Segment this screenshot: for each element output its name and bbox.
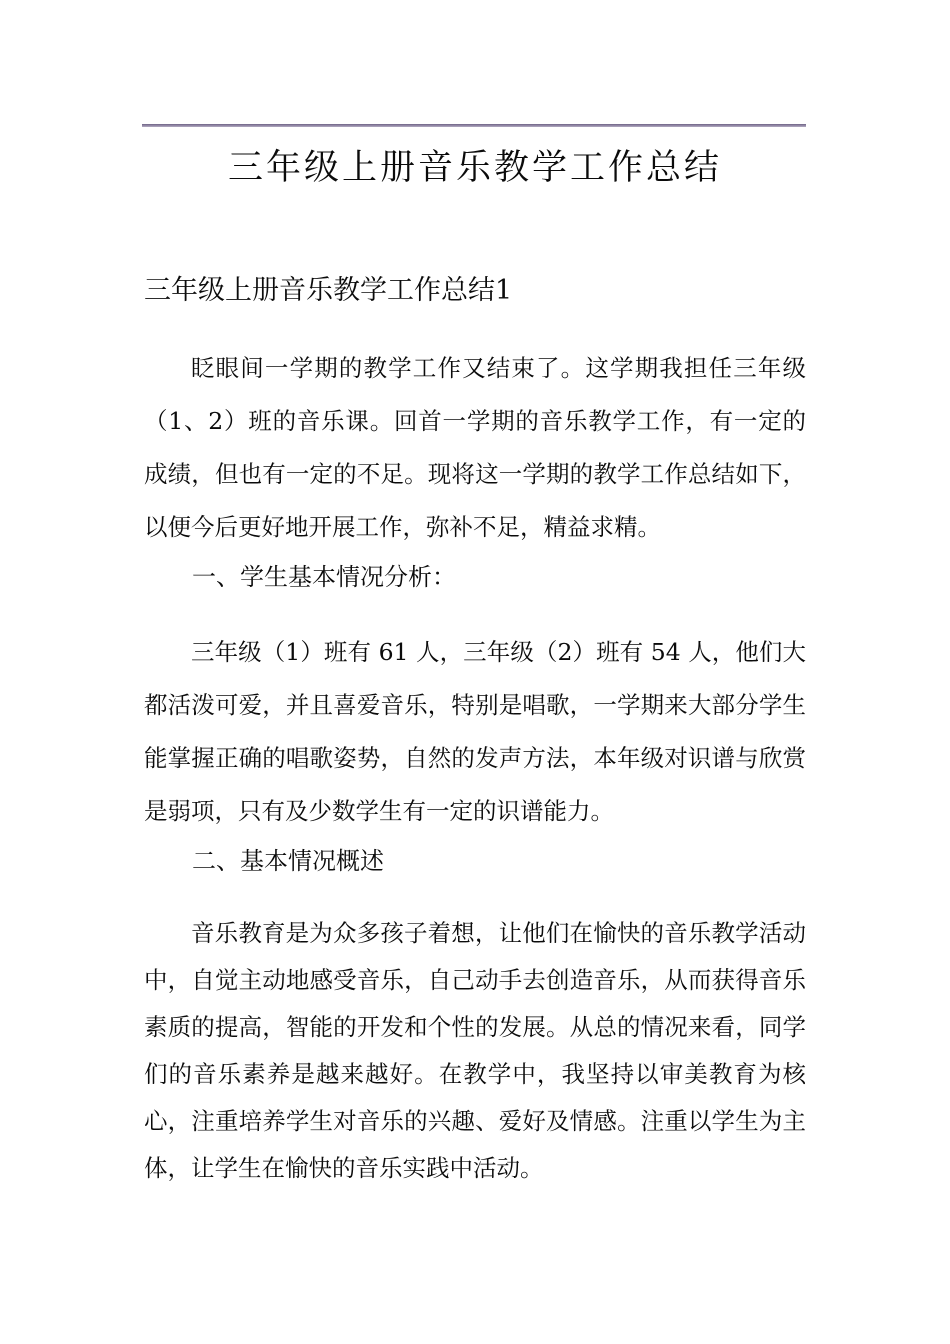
paragraph-intro: 眨眼间一学期的教学工作又结束了。这学期我担任三年级（1、2）班的音乐课。回首一学期的音乐教学工作，有一定的成绩，但也有一定的不足。现将这一学期的教学工作总结如下，以便今后更好地开展工作，弥补不足，精益求精。 — [144, 354, 806, 541]
paragraph-student-analysis: 三年级（1）班有 61 人，三年级（2）班有 54 人，他们大都活泼可爱，并且喜爱音乐，特别是唱歌，一学期来大部分学生能掌握正确的唱歌姿势，自然的发声方法，本年级对识谱与欣赏是弱项，只有及少数学生有一定的识谱能力。 — [144, 638, 806, 825]
section-heading-1: 一、学生基本情况分析： — [192, 563, 456, 591]
section-heading-2: 二、基本情况概述 — [192, 847, 384, 875]
document-subtitle: 三年级上册音乐教学工作总结1 — [144, 275, 513, 306]
paragraph-overview: 音乐教育是为众多孩子着想，让他们在愉快的音乐教学活动中，自觉主动地感受音乐，自己动手去创造音乐，从而获得音乐素质的提高，智能的开发和个性的发展。从总的情况来看，同学们的音乐素养是越来越好。在教学中，我坚持以审美教育为核心，注重培养学生对音乐的兴趣、爱好及情感。注重以学生为主体，让学生在愉快的音乐实践中活动。 — [144, 919, 806, 1182]
document-body — [0, 274, 950, 1192]
title-divider-rule — [142, 124, 806, 127]
page-title: 三年级上册音乐教学工作总结 — [227, 148, 722, 188]
